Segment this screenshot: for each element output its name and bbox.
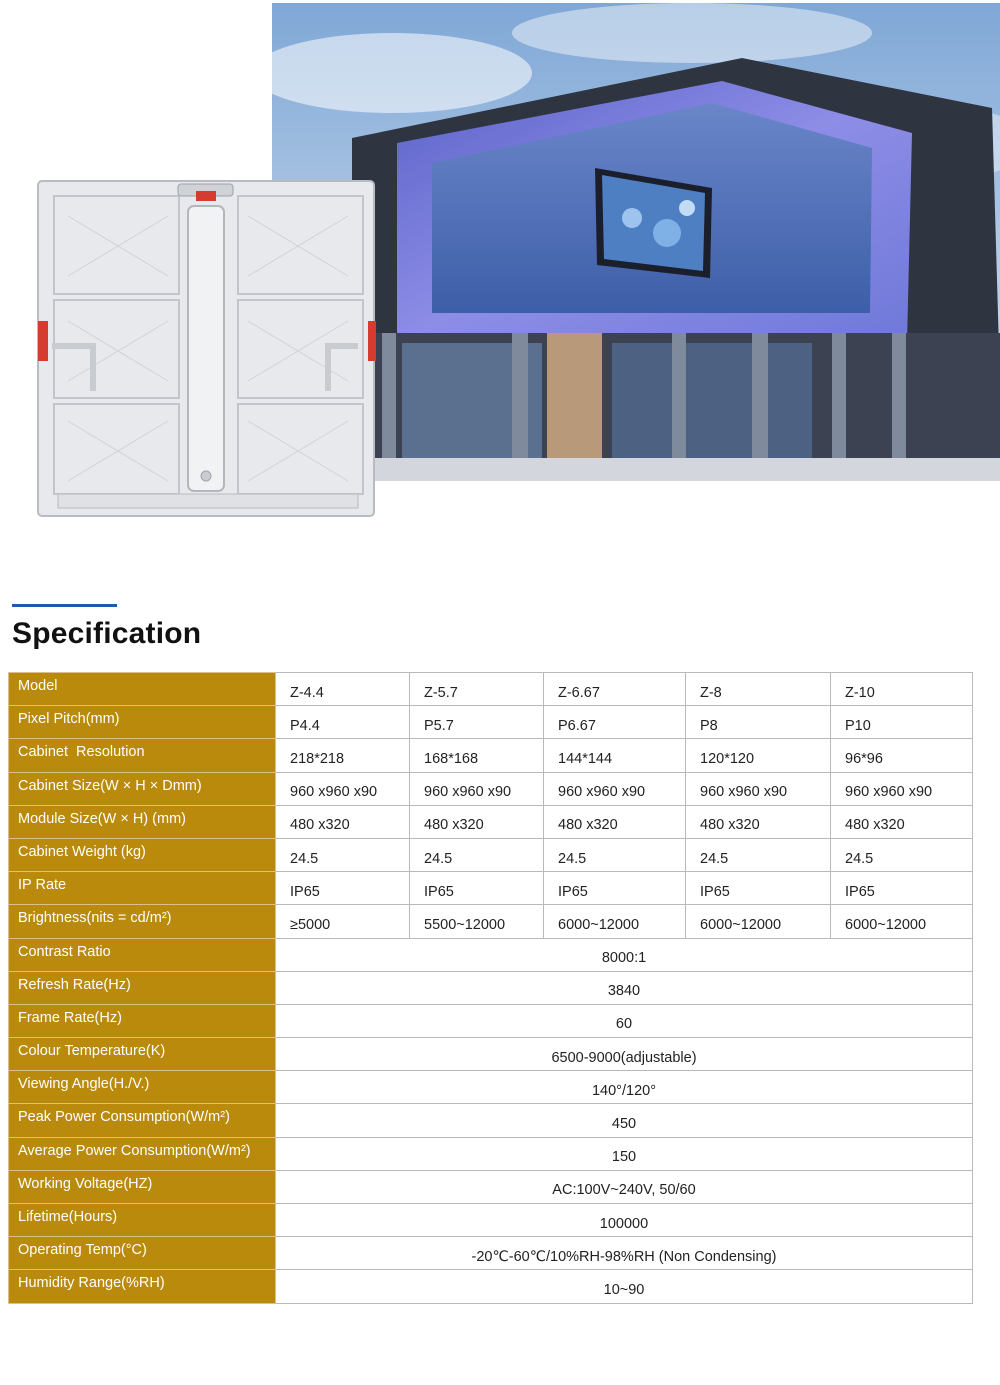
table-cell: 480 x320 bbox=[544, 805, 686, 838]
table-cell: P8 bbox=[686, 706, 831, 739]
cabinet-illustration bbox=[28, 176, 384, 526]
table-row bbox=[9, 1270, 973, 1303]
table-cell: 480 x320 bbox=[276, 805, 410, 838]
table-cell: 150 bbox=[276, 1137, 973, 1170]
row-label: Humidity Range(%RH) bbox=[9, 1270, 276, 1303]
table-cell: 6000~12000 bbox=[686, 905, 831, 938]
row-label: Frame Rate(Hz) bbox=[9, 1004, 276, 1037]
table-row bbox=[9, 1038, 973, 1071]
row-label: Cabinet Size(W × H × Dmm) bbox=[9, 772, 276, 805]
row-label: Contrast Ratio bbox=[9, 938, 276, 971]
row-label: Average Power Consumption(W/m²) bbox=[9, 1137, 276, 1170]
table-cell: 480 x320 bbox=[410, 805, 544, 838]
table-cell: 218*218 bbox=[276, 739, 410, 772]
table-cell: 10~90 bbox=[276, 1270, 973, 1303]
table-row bbox=[9, 905, 973, 938]
table-row bbox=[9, 1137, 973, 1170]
row-label: Lifetime(Hours) bbox=[9, 1204, 276, 1237]
row-label: Cabinet Resolution bbox=[9, 739, 276, 772]
table-cell: 140°/120° bbox=[276, 1071, 973, 1104]
table-cell: 960 x960 x90 bbox=[276, 772, 410, 805]
table-cell: P4.4 bbox=[276, 706, 410, 739]
table-cell: Z-10 bbox=[831, 673, 973, 706]
table-cell: -20℃-60℃/10%RH-98%RH (Non Condensing) bbox=[276, 1237, 973, 1270]
row-label: Colour Temperature(K) bbox=[9, 1038, 276, 1071]
row-label: Model bbox=[9, 673, 276, 706]
table-cell: P10 bbox=[831, 706, 973, 739]
section-title: Specification bbox=[12, 617, 202, 650]
specification-table bbox=[8, 672, 973, 1304]
table-row bbox=[9, 971, 973, 1004]
table-cell: 96*96 bbox=[831, 739, 973, 772]
table-cell: 168*168 bbox=[410, 739, 544, 772]
table-cell: 100000 bbox=[276, 1204, 973, 1237]
table-cell: IP65 bbox=[410, 872, 544, 905]
table-cell: Z-4.4 bbox=[276, 673, 410, 706]
row-label: Peak Power Consumption(W/m²) bbox=[9, 1104, 276, 1137]
table-cell: 120*120 bbox=[686, 739, 831, 772]
table-cell: 144*144 bbox=[544, 739, 686, 772]
table-cell: 24.5 bbox=[276, 838, 410, 871]
table-cell: IP65 bbox=[831, 872, 973, 905]
table-row bbox=[9, 1004, 973, 1037]
table-cell: 960 x960 x90 bbox=[544, 772, 686, 805]
table-row bbox=[9, 1104, 973, 1137]
table-cell: Z-5.7 bbox=[410, 673, 544, 706]
row-label: Working Voltage(HZ) bbox=[9, 1170, 276, 1203]
table-cell: ≥5000 bbox=[276, 905, 410, 938]
row-label: IP Rate bbox=[9, 872, 276, 905]
table-cell: IP65 bbox=[276, 872, 410, 905]
table-cell: 960 x960 x90 bbox=[686, 772, 831, 805]
row-label: Module Size(W × H) (mm) bbox=[9, 805, 276, 838]
row-label: Viewing Angle(H./V.) bbox=[9, 1071, 276, 1104]
table-row bbox=[9, 772, 973, 805]
row-label: Cabinet Weight (kg) bbox=[9, 838, 276, 871]
table-cell: AC:100V~240V, 50/60 bbox=[276, 1170, 973, 1203]
table-cell: 24.5 bbox=[831, 838, 973, 871]
table-cell: Z-6.67 bbox=[544, 673, 686, 706]
table-row bbox=[9, 1071, 973, 1104]
table-row bbox=[9, 673, 973, 706]
table-row bbox=[9, 1170, 973, 1203]
heading-accent-line bbox=[12, 604, 117, 607]
row-label: Refresh Rate(Hz) bbox=[9, 971, 276, 1004]
table-cell: IP65 bbox=[544, 872, 686, 905]
table-row bbox=[9, 706, 973, 739]
table-cell: 24.5 bbox=[544, 838, 686, 871]
table-cell: 8000:1 bbox=[276, 938, 973, 971]
led-cabinet-image bbox=[28, 176, 384, 526]
table-row bbox=[9, 938, 973, 971]
table-cell: 3840 bbox=[276, 971, 973, 1004]
table-cell: 5500~12000 bbox=[410, 905, 544, 938]
table-cell: 450 bbox=[276, 1104, 973, 1137]
table-row bbox=[9, 739, 973, 772]
table-cell: Z-8 bbox=[686, 673, 831, 706]
table-cell: 24.5 bbox=[410, 838, 544, 871]
table-row bbox=[9, 805, 973, 838]
table-row bbox=[9, 1237, 973, 1270]
table-cell: 960 x960 x90 bbox=[831, 772, 973, 805]
table-cell: 480 x320 bbox=[831, 805, 973, 838]
table-cell: IP65 bbox=[686, 872, 831, 905]
table-row bbox=[9, 838, 973, 871]
table-cell: 6500-9000(adjustable) bbox=[276, 1038, 973, 1071]
table-cell: P5.7 bbox=[410, 706, 544, 739]
table-cell: 6000~12000 bbox=[831, 905, 973, 938]
row-label: Operating Temp(°C) bbox=[9, 1237, 276, 1270]
row-label: Pixel Pitch(mm) bbox=[9, 706, 276, 739]
table-cell: 60 bbox=[276, 1004, 973, 1037]
table-cell: P6.67 bbox=[544, 706, 686, 739]
row-label: Brightness(nits = cd/m²) bbox=[9, 905, 276, 938]
table-cell: 480 x320 bbox=[686, 805, 831, 838]
table-cell: 6000~12000 bbox=[544, 905, 686, 938]
table-cell: 24.5 bbox=[686, 838, 831, 871]
table-row bbox=[9, 872, 973, 905]
table-row bbox=[9, 1204, 973, 1237]
table-cell: 960 x960 x90 bbox=[410, 772, 544, 805]
